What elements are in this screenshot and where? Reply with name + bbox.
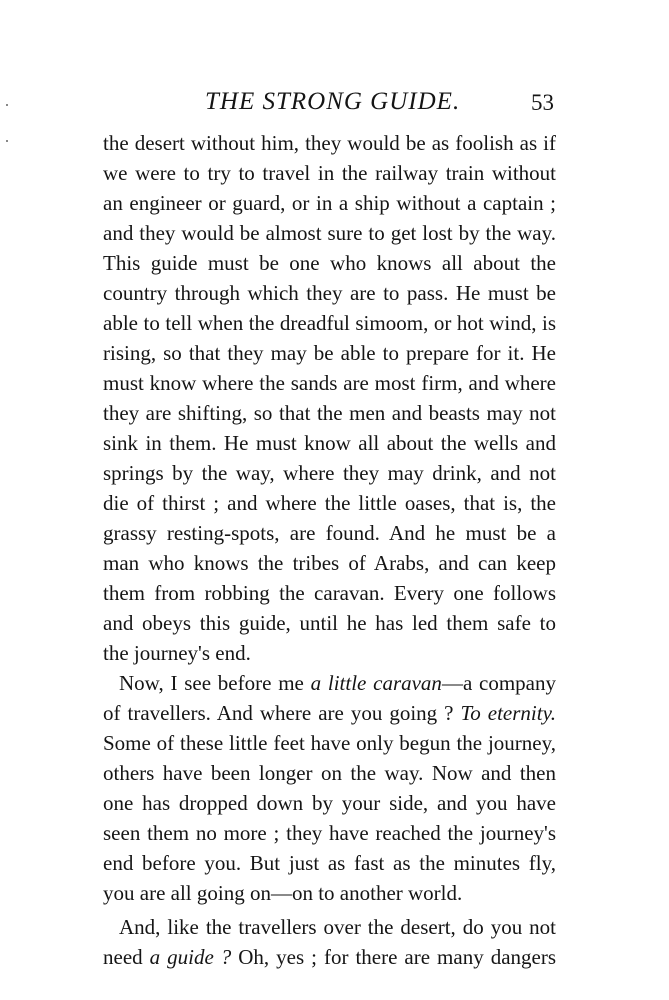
text-line: we were to try to travel in the railway train without	[103, 161, 556, 185]
text-line: This guide must be one who knows all about the	[103, 251, 556, 275]
text-line: you are all going on—on to another world.	[103, 881, 463, 905]
text-line: man who knows the tribes of Arabs, and can keep	[103, 551, 556, 575]
text-line: die of thirst ; and where the little oases, that is, the	[103, 491, 556, 515]
italic-phrase: To eternity.	[460, 701, 557, 725]
text-line: end before you. But just as fast as the minutes fly,	[103, 851, 556, 875]
text-line	[119, 668, 556, 698]
text-line: one has dropped down by your side, and you have	[103, 791, 556, 815]
text-line: Some of these little feet have only begun the journey,	[103, 731, 556, 755]
page-number: 53	[531, 90, 554, 115]
text-line: grassy resting-spots, are found. And he must be a	[103, 521, 556, 545]
line-text: Oh, yes ; for there are many dangers	[231, 945, 556, 969]
margin-speck	[6, 104, 8, 106]
text-line: able to tell when the dreadful simoom, or hot wind, is	[103, 311, 556, 335]
text-line	[103, 698, 556, 728]
page-header	[0, 88, 669, 128]
text-line: And, like the travellers over the desert, do you not	[119, 915, 556, 939]
running-title: THE STRONG GUIDE.	[205, 88, 461, 115]
line-text: —a company	[441, 671, 556, 695]
text-line: they are shifting, so that the men and beasts may not	[103, 401, 556, 425]
italic-phrase: a little caravan	[310, 671, 442, 695]
text-line: springs by the way, where they may drink, and not	[103, 461, 556, 485]
text-line: seen them no more ; they have reached the journey's	[103, 821, 556, 845]
text-line: sink in them. He must know all about the wells and	[103, 431, 556, 455]
line-text: Now, I see before me	[119, 671, 311, 695]
text-line: rising, so that they may be able to prepare for it. He	[103, 341, 556, 365]
text-line: them from robbing the caravan. Every one follows	[103, 581, 556, 605]
text-line: others have been longer on the way. Now and then	[103, 761, 556, 785]
text-line: country through which they are to pass. He must be	[103, 281, 556, 305]
italic-phrase: a guide ?	[149, 945, 232, 969]
text-line: an engineer or guard, or in a ship without a captain ;	[103, 191, 556, 215]
text-line: the desert without him, they would be as foolish as if	[103, 131, 556, 155]
line-text: of travellers. And where are you going ?	[103, 701, 461, 725]
line-text: need	[103, 945, 150, 969]
text-line: and they would be almost sure to get lost by the way.	[103, 221, 556, 245]
text-line	[103, 942, 556, 972]
text-line: the journey's end.	[103, 641, 251, 665]
text-line: must know where the sands are most firm, and where	[103, 371, 556, 395]
text-line: and obeys this guide, until he has led them safe to	[103, 611, 556, 635]
margin-speck	[6, 140, 8, 142]
